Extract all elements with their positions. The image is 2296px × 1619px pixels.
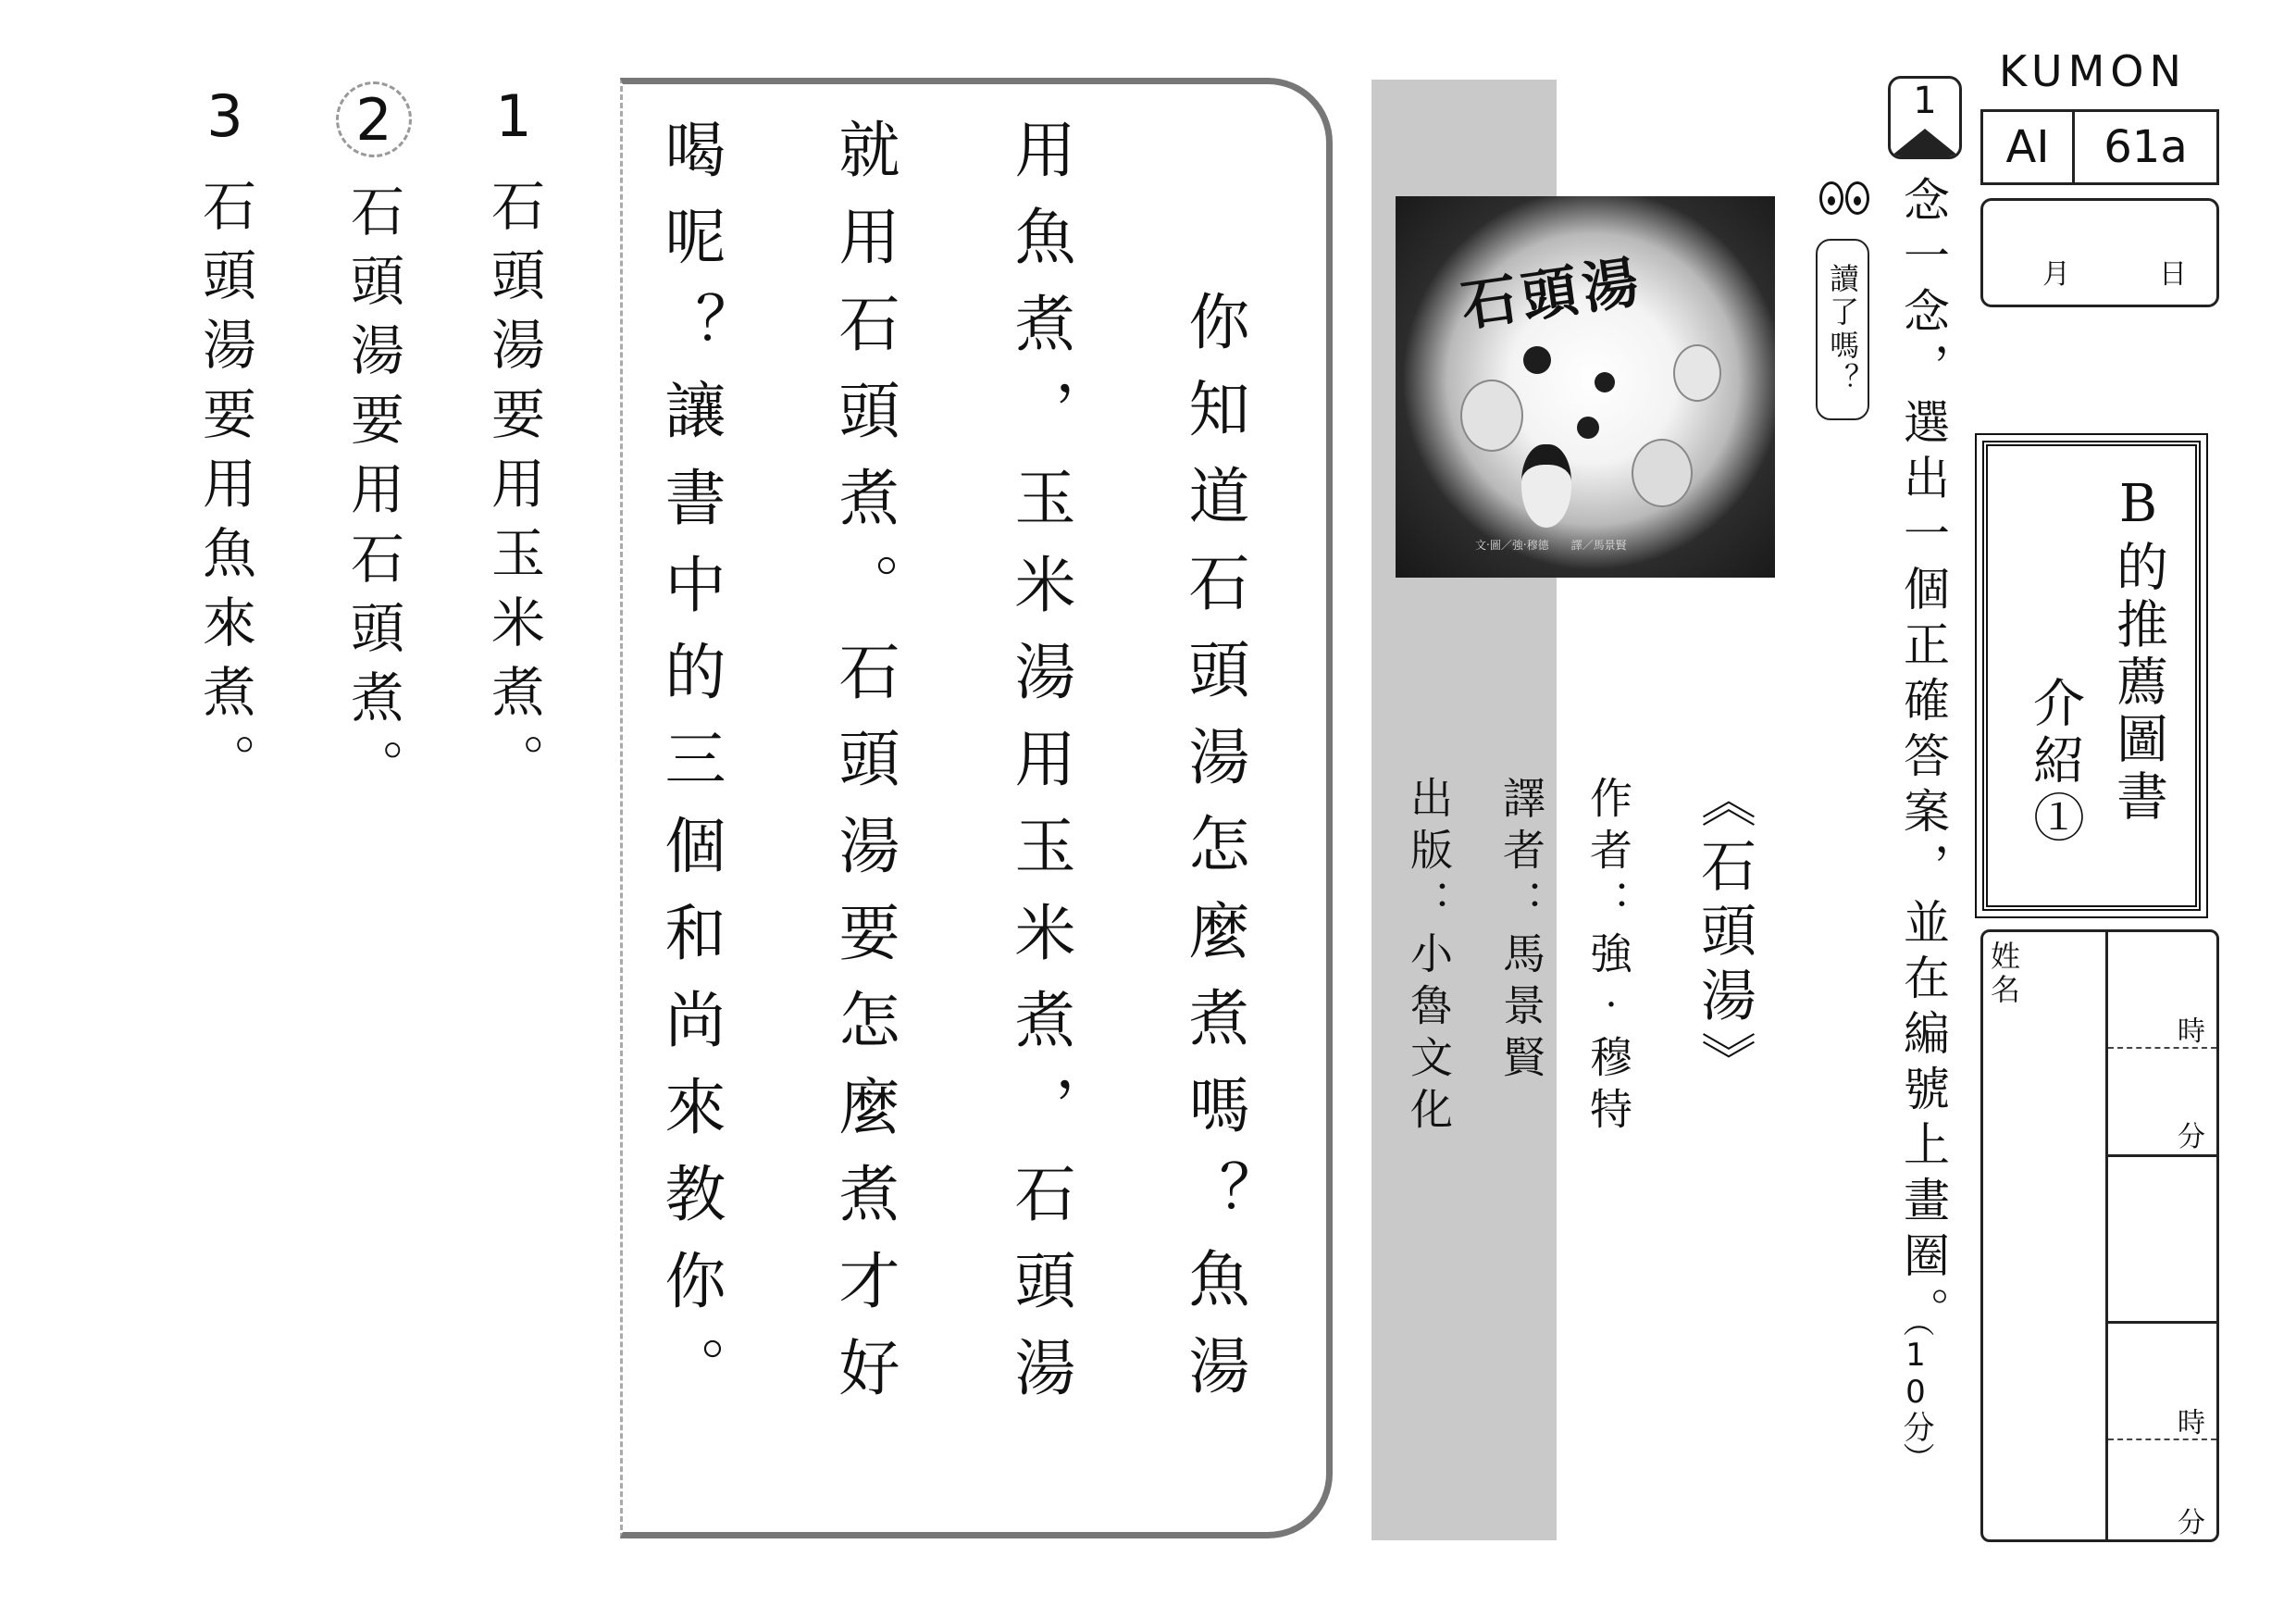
choice-number: 1 [495,82,532,150]
book-publisher: 出版：小魯文化 [1404,776,1454,1139]
date-box[interactable] [1980,198,2219,307]
minute-label: 分 [2178,1121,2205,1153]
monk-face-icon [1673,344,1721,402]
hour-label: 時 [2178,1407,2205,1439]
level-code: AI [1983,112,2075,182]
choice-text: 石頭湯要用石頭煮。 [341,183,404,808]
choice-text: 石頭湯要用玉米煮。 [482,178,545,803]
name-time-box[interactable] [1980,929,2219,1542]
read-check-box[interactable]: 讀了嗎？ [1816,239,1869,420]
minute-label: 分 [2178,1507,2205,1539]
section-badge-arrow [1891,129,1959,156]
child-face-icon [1521,444,1571,528]
month-label: 月 [2042,258,2070,291]
choice-text: 石頭湯要用魚來煮。 [193,178,256,803]
time-dashed-line [2108,1047,2216,1049]
book-cover-image [1396,196,1775,578]
hour-label: 時 [2178,1015,2205,1048]
brand-logo: KUMON [1999,46,2187,96]
time-slot-1[interactable] [2108,932,2216,1157]
choice-number: 2 [355,85,392,154]
passage-column-4: 喝呢？讓書中的三個和尚來教你。 [654,118,726,1423]
time-dashed-line [2108,1438,2216,1440]
passage-column-3: 就用石頭煮。石頭湯要怎麼煮才好 [828,118,900,1423]
monk-face-icon [1632,439,1693,507]
level-page-box [1980,109,2219,185]
book-author: 作者：強‧穆特 [1583,776,1633,1139]
book-title: 《石頭湯》 [1692,772,1756,1096]
cover-title: 石頭湯 [1457,249,1648,340]
choice-2[interactable] [336,81,410,808]
instruction-text: 念一念，選出一個正確答案，並在編號上畫圈。 [1896,176,1950,1342]
stone-icon [1595,372,1615,392]
reading-passage [620,78,1333,1538]
choice-number: 3 [206,82,243,150]
choice-3[interactable] [188,81,262,803]
passage-column-2: 用魚煮，玉米湯用玉米煮，石頭湯 [1004,118,1075,1423]
stone-icon [1523,346,1551,374]
choice-number-circle [336,81,412,157]
page-code: 61a [2104,121,2188,173]
points-label: （10分） [1897,1305,1934,1474]
time-slot-2[interactable] [2108,1321,2216,1542]
monk-face-icon [1460,380,1523,452]
book-translator: 譯者：馬景賢 [1496,776,1546,1087]
passage-column-1: 你知道石頭湯怎麼煮嗎？魚湯 [1178,290,1249,1421]
stone-icon [1577,417,1599,439]
heading-line-2: 介紹① [2025,676,2085,848]
cover-credit: 文‧圖／強‧穆德 譯／馬景賢 [1475,539,1627,552]
section-number-badge [1888,76,1962,159]
day-label: 日 [2159,258,2187,291]
heading-line-1: B的推薦圖書 [2108,474,2168,827]
name-label: 姓名 [1991,939,2021,1007]
section-number: 1 [1913,80,1937,122]
choice-1[interactable] [477,81,551,803]
eyes-icon [1819,181,1869,218]
